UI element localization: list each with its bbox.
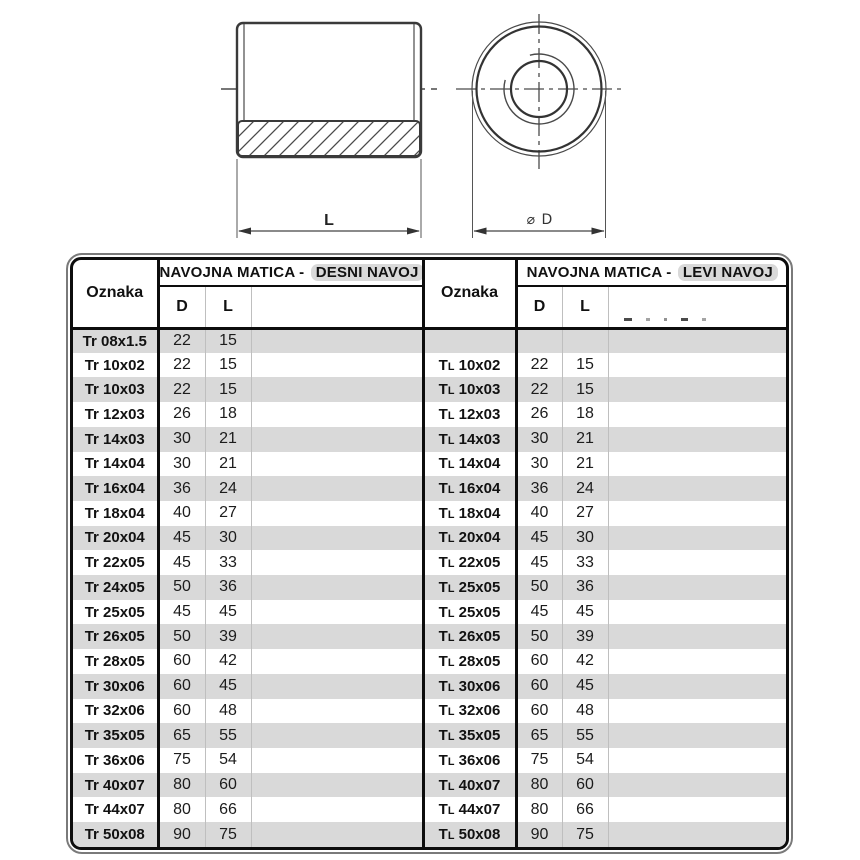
right-l-value-cell: 30 [562,526,608,551]
left-d-value-cell: 22 [158,328,205,353]
right-empty-cell [608,699,787,724]
right-oznaka-cell: TL 26x05 [423,624,516,649]
right-empty-cell [608,773,787,798]
left-d-value-cell: 80 [158,773,205,798]
left-oznaka-cell: Tr 22x05 [73,550,158,575]
left-l-value-cell: 15 [205,377,251,402]
right-oznaka-cell: TL 40x07 [423,773,516,798]
right-d-value-cell: 45 [516,526,562,551]
right-l-value-cell: 18 [562,402,608,427]
right-empty-cell [608,328,787,353]
left-table-title-highlight: DESNI NAVOJ [311,264,423,281]
table-row [73,452,787,477]
right-oznaka-cell: TL 25x05 [423,600,516,625]
left-empty-cell [251,575,423,600]
right-oznaka-cell: TL 10x02 [423,353,516,378]
table-row [73,550,787,575]
left-oznaka-cell: Tr 25x05 [73,600,158,625]
right-l-value-cell: 66 [562,797,608,822]
left-l-value-cell: 39 [205,624,251,649]
right-l-value-cell: 15 [562,377,608,402]
left-empty-cell [251,674,423,699]
right-oznaka-cell: TL 14x04 [423,452,516,477]
left-d-value-cell: 30 [158,452,205,477]
right-oznaka-cell: TL 30x06 [423,674,516,699]
left-empty-cell [251,476,423,501]
right-table-title [516,260,787,286]
spec-table-frame [66,253,793,854]
right-empty-cell [608,476,787,501]
left-oznaka-cell: Tr 16x04 [73,476,158,501]
right-oznaka-cell: TL 12x03 [423,402,516,427]
right-l-value-cell: 33 [562,550,608,575]
left-d-value-cell: 80 [158,797,205,822]
right-oznaka-header: Oznaka [423,260,516,328]
right-empty-cell [608,353,787,378]
table-row [73,328,787,353]
right-d-value-cell [516,328,562,353]
erased-text-artifact [624,318,794,323]
right-empty-cell [608,649,787,674]
left-empty-cell [251,624,423,649]
left-empty-cell [251,773,423,798]
left-d-value-cell: 60 [158,649,205,674]
left-oznaka-cell: Tr 28x05 [73,649,158,674]
table-row [73,377,787,402]
right-l-header: L [562,286,608,328]
right-l-value-cell: 39 [562,624,608,649]
left-oznaka-cell: Tr 14x04 [73,452,158,477]
left-l-header: L [205,286,251,328]
technical-drawings [0,0,860,250]
right-empty-cell [608,501,787,526]
right-oznaka-cell: TL 32x06 [423,699,516,724]
arrow-right-icon [592,228,605,235]
right-empty-cell [608,550,787,575]
left-oznaka-cell: Tr 35x05 [73,723,158,748]
right-d-value-cell: 80 [516,773,562,798]
left-l-value-cell: 33 [205,550,251,575]
left-empty-cell [251,600,423,625]
right-d-value-cell: 50 [516,624,562,649]
arrow-right-icon [407,228,420,235]
table-row [73,353,787,378]
left-empty-cell [251,723,423,748]
table-row [73,526,787,551]
left-d-value-cell: 22 [158,353,205,378]
right-d-value-cell: 90 [516,822,562,847]
left-l-value-cell: 24 [205,476,251,501]
left-table-title [158,260,423,286]
right-empty-cell [608,624,787,649]
right-d-header: D [516,286,562,328]
left-l-value-cell: 30 [205,526,251,551]
arrow-left-icon [474,228,487,235]
left-d-value-cell: 22 [158,377,205,402]
right-l-value-cell: 45 [562,600,608,625]
left-d-value-cell: 36 [158,476,205,501]
right-l-value-cell: 21 [562,452,608,477]
right-oznaka-cell: TL 22x05 [423,550,516,575]
left-oznaka-cell: Tr 36x06 [73,748,158,773]
left-d-value-cell: 60 [158,699,205,724]
right-empty-cell [608,575,787,600]
table-row [73,822,787,847]
left-oznaka-cell: Tr 12x03 [73,402,158,427]
right-table-title-text: NAVOJNA MATICA - [526,264,676,281]
right-oznaka-cell [423,328,516,353]
left-table-title-text: NAVOJNA MATICA - [159,264,309,281]
right-d-value-cell: 65 [516,723,562,748]
side-view-drawing [221,23,437,238]
spec-table-border [70,257,789,850]
table-row [73,797,787,822]
left-d-value-cell: 65 [158,723,205,748]
right-l-value-cell: 60 [562,773,608,798]
length-dimension-label: L [324,212,334,229]
left-l-value-cell: 75 [205,822,251,847]
right-empty-cell [608,427,787,452]
table-row [73,600,787,625]
table-row [73,476,787,501]
right-oznaka-cell: TL 10x03 [423,377,516,402]
arrow-left-icon [238,228,251,235]
left-empty-cell [251,699,423,724]
table-row [73,699,787,724]
right-table-title-highlight: LEVI NAVOJ [678,264,778,281]
left-empty-cell [251,748,423,773]
left-oznaka-cell: Tr 40x07 [73,773,158,798]
right-l-value-cell: 36 [562,575,608,600]
left-empty-cell [251,649,423,674]
table-body [73,328,787,847]
right-oznaka-cell: TL 35x05 [423,723,516,748]
right-d-value-cell: 60 [516,674,562,699]
right-empty-cell [608,748,787,773]
table-row [73,624,787,649]
right-l-value-cell: 54 [562,748,608,773]
diameter-dimension-label: ⌀ D [526,212,554,228]
left-l-value-cell: 60 [205,773,251,798]
left-empty-cell [251,427,423,452]
left-d-value-cell: 45 [158,550,205,575]
right-d-value-cell: 60 [516,649,562,674]
right-empty-cell [608,526,787,551]
left-empty-cell [251,353,423,378]
left-l-value-cell: 27 [205,501,251,526]
table-row [73,649,787,674]
table-row [73,674,787,699]
left-d-value-cell: 50 [158,624,205,649]
nut-spec-table [73,260,787,847]
front-view-drawing [456,14,623,238]
left-oznaka-cell: Tr 24x05 [73,575,158,600]
left-d-value-cell: 26 [158,402,205,427]
left-oznaka-cell: Tr 18x04 [73,501,158,526]
right-empty-cell [608,797,787,822]
left-d-value-cell: 45 [158,526,205,551]
table-row [73,402,787,427]
right-empty-cell [608,377,787,402]
right-l-value-cell: 42 [562,649,608,674]
table-row [73,575,787,600]
left-l-value-cell: 18 [205,402,251,427]
right-empty-cell [608,402,787,427]
left-oznaka-cell: Tr 20x04 [73,526,158,551]
left-oznaka-cell: Tr 44x07 [73,797,158,822]
right-l-value-cell: 21 [562,427,608,452]
right-oznaka-cell: TL 14x03 [423,427,516,452]
left-oznaka-cell: Tr 26x05 [73,624,158,649]
left-d-value-cell: 30 [158,427,205,452]
left-d-value-cell: 45 [158,600,205,625]
left-extra-header [251,286,423,328]
left-oznaka-header: Oznaka [73,260,158,328]
left-empty-cell [251,822,423,847]
right-oznaka-cell: TL 50x08 [423,822,516,847]
right-d-value-cell: 22 [516,353,562,378]
right-oznaka-cell: TL 16x04 [423,476,516,501]
right-d-value-cell: 50 [516,575,562,600]
left-oznaka-cell: Tr 10x03 [73,377,158,402]
right-d-value-cell: 60 [516,699,562,724]
right-d-value-cell: 80 [516,797,562,822]
right-empty-cell [608,452,787,477]
right-l-value-cell: 48 [562,699,608,724]
left-d-header: D [158,286,205,328]
left-l-value-cell: 45 [205,600,251,625]
left-empty-cell [251,550,423,575]
right-oznaka-cell: TL 18x04 [423,501,516,526]
right-d-value-cell: 22 [516,377,562,402]
table-row [73,773,787,798]
right-d-value-cell: 30 [516,427,562,452]
left-oznaka-cell: Tr 50x08 [73,822,158,847]
right-empty-cell [608,674,787,699]
right-oznaka-cell: TL 25x05 [423,575,516,600]
left-oznaka-cell: Tr 08x1.5 [73,328,158,353]
left-empty-cell [251,402,423,427]
table-row [73,427,787,452]
left-oznaka-cell: Tr 10x02 [73,353,158,378]
left-empty-cell [251,377,423,402]
right-empty-cell [608,600,787,625]
left-empty-cell [251,501,423,526]
left-l-value-cell: 48 [205,699,251,724]
left-l-value-cell: 15 [205,328,251,353]
right-oznaka-cell: TL 44x07 [423,797,516,822]
left-l-value-cell: 36 [205,575,251,600]
right-oznaka-cell: TL 36x06 [423,748,516,773]
left-oznaka-cell: Tr 32x06 [73,699,158,724]
left-d-value-cell: 50 [158,575,205,600]
table-row [73,748,787,773]
right-l-value-cell: 55 [562,723,608,748]
left-d-value-cell: 40 [158,501,205,526]
right-l-value-cell: 27 [562,501,608,526]
left-l-value-cell: 55 [205,723,251,748]
left-empty-cell [251,452,423,477]
left-l-value-cell: 21 [205,427,251,452]
thread-hatch-band [238,121,420,156]
left-oznaka-cell: Tr 14x03 [73,427,158,452]
left-l-value-cell: 45 [205,674,251,699]
left-l-value-cell: 42 [205,649,251,674]
right-d-value-cell: 45 [516,600,562,625]
left-l-value-cell: 66 [205,797,251,822]
right-d-value-cell: 40 [516,501,562,526]
dimension-length [237,159,421,238]
left-l-value-cell: 54 [205,748,251,773]
right-l-value-cell [562,328,608,353]
right-d-value-cell: 45 [516,550,562,575]
right-l-value-cell: 15 [562,353,608,378]
right-l-value-cell: 45 [562,674,608,699]
right-empty-cell [608,822,787,847]
left-d-value-cell: 75 [158,748,205,773]
right-d-value-cell: 36 [516,476,562,501]
right-d-value-cell: 75 [516,748,562,773]
table-row [73,723,787,748]
left-empty-cell [251,328,423,353]
left-oznaka-cell: Tr 30x06 [73,674,158,699]
left-l-value-cell: 21 [205,452,251,477]
left-empty-cell [251,526,423,551]
left-d-value-cell: 60 [158,674,205,699]
right-l-value-cell: 75 [562,822,608,847]
right-oznaka-cell: TL 28x05 [423,649,516,674]
table-row [73,501,787,526]
left-empty-cell [251,797,423,822]
left-l-value-cell: 15 [205,353,251,378]
right-d-value-cell: 30 [516,452,562,477]
right-d-value-cell: 26 [516,402,562,427]
left-d-value-cell: 90 [158,822,205,847]
right-oznaka-cell: TL 20x04 [423,526,516,551]
right-empty-cell [608,723,787,748]
right-l-value-cell: 24 [562,476,608,501]
